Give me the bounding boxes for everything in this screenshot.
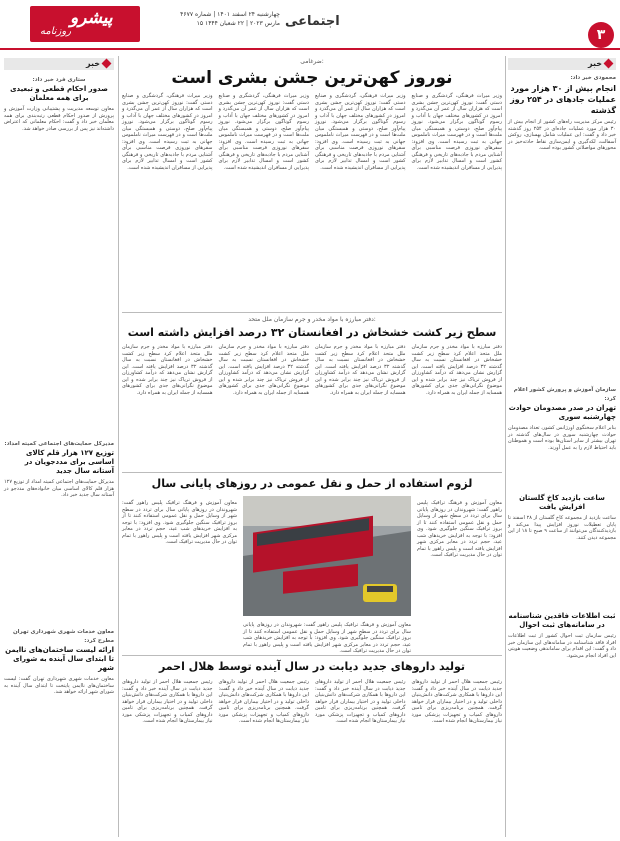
redcrescent-story bbox=[122, 659, 502, 831]
story-body: معاون خدمات شهری شهرداری تهران گفت: لیست ساختمان‌های ناایمن پایتخت تا ابتدای سال آینده به شورای شهر ارائه خواهد شد. bbox=[4, 676, 114, 695]
diamond-icon bbox=[604, 59, 614, 69]
poppy-headline: سطح زیر کشت خشخاش در افغانستان ۳۲ درصد افزایش داشته است bbox=[127, 326, 497, 339]
story-body: بنابر اعلام سخنگوی اورژانس کشور، تعداد مصدومان حوادث چهارشنبه سوری در سال‌های گذشته در تهران بیشتر از سایر استان‌ها بوده است و هموطنان باید احتیاط لازم را به عمل آورند. bbox=[508, 425, 616, 451]
news-label-left bbox=[4, 58, 114, 70]
section-title: اجتماعی bbox=[285, 14, 340, 29]
transit-headline: لزوم استفاده از حمل و نقل عمومی در روزهای پایانی سال bbox=[151, 477, 473, 490]
left-story-1 bbox=[4, 76, 114, 436]
right-story-2 bbox=[508, 386, 616, 500]
story-kicker: سازمان آموزش و پرورش کشور اعلام کرد: bbox=[513, 387, 616, 402]
logo-main-text: پیشرو bbox=[70, 8, 113, 28]
masthead bbox=[0, 0, 620, 48]
story-body: معاون توسعه مدیریت و پشتیبانی وزارت آموزش و پرورش از صدور احکام قطعی رتبه‌بندی برای همه معلمان خبر داد و گفت: احکام معلمانی که اعتراض داشته‌اند نیز پس از بررسی صادر خواهد شد. bbox=[4, 106, 114, 132]
divider bbox=[122, 655, 502, 656]
lead-body-col: وزیر میراث فرهنگی، گردشگری و صنایع دستی گفت: نوروز کهن‌ترین جشن بشری است که هزاران سال از عمر آن می‌گذرد و امروز در کشورهای مختلف جهان با آداب و رسوم گوناگون برگزار می‌شود. نوروز پیام‌آور صلح، دوستی و همبستگی میان ملت‌ها است و در فهرست میراث ناملموس جهانی به ثبت رسیده است. وی افزود: سفرهای نوروزی فرصت مناسبی برای آشنایی مردم با جاذبه‌های تاریخی و فرهنگی کشور است و امسال تدابیر لازم برای پذیرایی از مسافران اندیشیده شده است. bbox=[218, 93, 309, 171]
story-headline: ارائه لیست ساختمان‌های ناایمن تا ابتدای سال آینده به شورای شهر bbox=[5, 646, 114, 672]
story-headline: انجام بیش از ۳۰ هزار مورد عملیات جادهای در ۲۵۴ روز گذشته bbox=[510, 84, 616, 115]
poppy-columns bbox=[122, 344, 502, 456]
poppy-body-col: دفتر مبارزه با مواد مخدر و جرم سازمان ملل متحد اعلام کرد سطح زیر کشت خشخاش در افغانستان نسبت به سال گذشته ۳۲ درصد افزایش یافته است. این گزارش نشان می‌دهد که درآمد کشاورزان از فروش تریاک نیز چند برابر شده و این موضوع نگرانی‌های جدی برای کشورهای همسایه از جمله ایران به همراه دارد. bbox=[315, 344, 406, 396]
story-kicker: ستاری فرد خبر داد: bbox=[32, 77, 86, 83]
logo-sub-text: روزنامه bbox=[40, 26, 72, 37]
transit-body-col: معاون آموزش و فرهنگ ترافیک پلیس راهور گفت: شهروندان در روزهای پایانی سال برای تردد در سطح شهر از وسایل حمل و نقل عمومی استفاده کنند تا از بروز ترافیک سنگین جلوگیری شود. وی افزود: با توجه به افزایش خریدهای شب عید، حجم تردد در معابر مرکزی شهر افزایش یافته است و پلیس راهور با تمام توان در حال مدیریت ترافیک است. bbox=[122, 500, 237, 545]
column-divider-left bbox=[118, 56, 119, 837]
poppy-story bbox=[122, 316, 502, 456]
masthead-rule bbox=[0, 48, 620, 50]
transit-body-col: معاون آموزش و فرهنگ ترافیک پلیس راهور گفت: شهروندان در روزهای پایانی سال برای تردد در سطح شهر از وسایل حمل و نقل عمومی استفاده کنند تا از بروز ترافیک سنگین جلوگیری شود. وی افزود: با توجه به افزایش خریدهای شب عید، حجم تردد در معابر مرکزی شهر افزایش یافته است و پلیس راهور با تمام توان در حال مدیریت ترافیک است. bbox=[243, 622, 411, 654]
right-story-1 bbox=[508, 74, 616, 401]
right-story-3 bbox=[508, 494, 616, 607]
transit-story bbox=[122, 476, 502, 492]
date-line-2: ۱۵ مارس ۲۰۲۳ | ۲۲ شعبان ۱۴۴۴ bbox=[196, 20, 280, 27]
transit-body-col: معاون آموزش و فرهنگ ترافیک پلیس راهور گفت: شهروندان در روزهای پایانی سال برای تردد در سطح شهر از وسایل حمل و نقل عمومی استفاده کنند تا از بروز ترافیک سنگین جلوگیری شود. وی افزود: با توجه به افزایش خریدهای شب عید، حجم تردد در معابر مرکزی شهر افزایش یافته است و پلیس راهور با تمام توان در حال مدیریت ترافیک است. bbox=[417, 500, 502, 558]
redcrescent-body-col: رئیس جمعیت هلال احمر از تولید داروهای جدید دیابت در سال آینده خبر داد و گفت: این داروها با همکاری شرکت‌های دانش‌بنیان داخلی تولید و در اختیار بیماران قرار خواهد گرفت. همچنین برنامه‌ریزی برای تامین داروهای کمیاب و تجهیزات پزشکی مورد نیاز بیمارستان‌ها انجام شده است. bbox=[122, 679, 213, 724]
bus-photo bbox=[243, 496, 411, 616]
story-headline: توزیع ۱۲۷ هزار قلم کالای اساسی برای مددجویان در آستانه سال جدید bbox=[24, 449, 114, 475]
diamond-icon bbox=[102, 59, 112, 69]
poppy-body-col: دفتر مبارزه با مواد مخدر و جرم سازمان ملل متحد اعلام کرد سطح زیر کشت خشخاش در افغانستان نسبت به سال گذشته ۳۲ درصد افزایش یافته است. این گزارش نشان می‌دهد که درآمد کشاورزان از فروش تریاک نیز چند برابر شده و این موضوع نگرانی‌های جدی برای کشورهای همسایه از جمله ایران به همراه دارد. bbox=[411, 344, 503, 396]
issue-date bbox=[160, 10, 280, 28]
page-number-badge: ۳ bbox=[588, 22, 614, 48]
lead-kicker: ضرغامی: bbox=[300, 58, 324, 65]
story-body: رئیس مرکز مدیریت راه‌های کشور از انجام بیش از ۳۰ هزار مورد عملیات جاده‌ای در ۲۵۴ روز گذشته خبر داد و گفت: این عملیات شامل بهسازی، روکش آسفالت، لکه‌گیری و ایمن‌سازی نقاط حادثه‌خیز در محورهای مواصلاتی کشور بوده است. bbox=[508, 119, 616, 151]
lead-story bbox=[122, 58, 502, 311]
date-line-1: چهارشنبه ۲۴ اسفند ۱۴۰۱ | شماره ۴۶۷۷ bbox=[180, 11, 280, 18]
story-headline: ساعت بازدید کاخ گلستان افزایش یافت bbox=[519, 494, 605, 511]
poppy-kicker: دفتر مبارزه با مواد مخدر و جرم سازمان ملل متحد: bbox=[248, 316, 376, 323]
news-label-text: خبر bbox=[85, 59, 100, 68]
story-body: مدیرکل حمایت‌های اجتماعی کمیته امداد از توزیع ۱۲۷ هزار قلم کالای اساسی میان خانواده‌های مددجو در آستانه سال جدید خبر داد. bbox=[4, 479, 114, 498]
left-story-2 bbox=[4, 440, 114, 629]
redcrescent-body-col: رئیس جمعیت هلال احمر از تولید داروهای جدید دیابت در سال آینده خبر داد و گفت: این داروها با همکاری شرکت‌های دانش‌بنیان داخلی تولید و در اختیار بیماران قرار خواهد گرفت. همچنین برنامه‌ریزی برای تامین داروهای کمیاب و تجهیزات پزشکی مورد نیاز بیمارستان‌ها انجام شده است. bbox=[315, 679, 406, 724]
redcrescent-headline: تولید داروهای جدید دیابت در سال آینده توسط هلال احمر bbox=[158, 660, 466, 673]
story-headline: تهران در صدر مصدومان حوادث چهارشنبه سوری bbox=[508, 404, 616, 421]
divider bbox=[122, 472, 502, 473]
right-story-4 bbox=[508, 612, 616, 833]
poppy-body-col: دفتر مبارزه با مواد مخدر و جرم سازمان ملل متحد اعلام کرد سطح زیر کشت خشخاش در افغانستان نسبت به سال گذشته ۳۲ درصد افزایش یافته است. این گزارش نشان می‌دهد که درآمد کشاورزان از فروش تریاک نیز چند برابر شده و این موضوع نگرانی‌های جدی برای کشورهای همسایه از جمله ایران به همراه دارد. bbox=[218, 344, 310, 396]
left-story-3 bbox=[4, 628, 114, 841]
bus-photo-illustration bbox=[243, 496, 411, 616]
story-kicker: محمودی خبر داد: bbox=[570, 75, 616, 81]
story-headline: صدور احکام قطعی و تبعیدی برای همه معلمان bbox=[10, 85, 108, 102]
lead-headline: نوروز کهن‌ترین جشن بشری است bbox=[171, 68, 453, 88]
redcrescent-columns bbox=[122, 679, 502, 831]
lead-body-col: وزیر میراث فرهنگی، گردشگری و صنایع دستی گفت: نوروز کهن‌ترین جشن بشری است که هزاران سال از عمر آن می‌گذرد و امروز در کشورهای مختلف جهان با آداب و رسوم گوناگون برگزار می‌شود. نوروز پیام‌آور صلح، دوستی و همبستگی میان ملت‌ها است و در فهرست میراث ناملموس جهانی به ثبت رسیده است. وی افزود: سفرهای نوروزی فرصت مناسبی برای آشنایی مردم با جاذبه‌های تاریخی و فرهنگی کشور است و امسال تدابیر لازم برای پذیرایی از مسافران اندیشیده شده است. bbox=[315, 93, 406, 171]
story-body: رئیس سازمان ثبت احوال کشور از ثبت اطلاعات افراد فاقد شناسنامه در سامانه‌های این سازمان خبر داد و گفت: این اقدام برای ساماندهی وضعیت هویتی این افراد انجام می‌شود. bbox=[508, 633, 616, 659]
story-kicker: مدیرکل حمایت‌های اجتماعی کمیته امداد: bbox=[4, 441, 114, 447]
news-label-right bbox=[508, 58, 616, 70]
poppy-body-col: دفتر مبارزه با مواد مخدر و جرم سازمان ملل متحد اعلام کرد سطح زیر کشت خشخاش در افغانستان نسبت به سال گذشته ۳۲ درصد افزایش یافته است. این گزارش نشان می‌دهد که درآمد کشاورزان از فروش تریاک نیز چند برابر شده و این موضوع نگرانی‌های جدی برای کشورهای همسایه از جمله ایران به همراه دارد. bbox=[122, 344, 213, 396]
divider bbox=[122, 312, 502, 313]
lead-body-col: وزیر میراث فرهنگی، گردشگری و صنایع دستی گفت: نوروز کهن‌ترین جشن بشری است که هزاران سال از عمر آن می‌گذرد و امروز در کشورهای مختلف جهان با آداب و رسوم گوناگون برگزار می‌شود. نوروز پیام‌آور صلح، دوستی و همبستگی میان ملت‌ها است و در فهرست میراث ناملموس جهانی به ثبت رسیده است. وی افزود: سفرهای نوروزی فرصت مناسبی برای آشنایی مردم با جاذبه‌های تاریخی و فرهنگی کشور است و امسال تدابیر لازم برای پذیرایی از مسافران اندیشیده شده است. bbox=[411, 93, 502, 171]
lead-body-col: وزیر میراث فرهنگی، گردشگری و صنایع دستی گفت: نوروز کهن‌ترین جشن بشری است که هزاران سال از عمر آن می‌گذرد و امروز در کشورهای مختلف جهان با آداب و رسوم گوناگون برگزار می‌شود. نوروز پیام‌آور صلح، دوستی و همبستگی میان ملت‌ها است و در فهرست میراث ناملموس جهانی به ثبت رسیده است. وی افزود: سفرهای نوروزی فرصت مناسبی برای آشنایی مردم با جاذبه‌های تاریخی و فرهنگی کشور است و امسال تدابیر لازم برای پذیرایی از مسافران اندیشیده شده است. bbox=[122, 93, 213, 171]
story-kicker: معاون خدمات شهری شهرداری تهران مطرح کرد: bbox=[12, 629, 114, 644]
redcrescent-body-col: رئیس جمعیت هلال احمر از تولید داروهای جدید دیابت در سال آینده خبر داد و گفت: این داروها با همکاری شرکت‌های دانش‌بنیان داخلی تولید و در اختیار بیماران قرار خواهد گرفت. همچنین برنامه‌ریزی برای تامین داروهای کمیاب و تجهیزات پزشکی مورد نیاز بیمارستان‌ها انجام شده است. bbox=[411, 679, 502, 724]
newspaper-logo bbox=[30, 6, 140, 42]
story-body: ساعت بازدید از مجموعه کاخ گلستان از ۲۸ اسفند تا پایان تعطیلات نوروز افزایش پیدا می‌کند و بازدیدکنندگان می‌توانند از ساعت ۹ صبح تا ۱۸ از این مجموعه دیدن کنند. bbox=[508, 515, 616, 541]
column-divider-right bbox=[505, 56, 506, 837]
lead-columns bbox=[122, 93, 502, 311]
redcrescent-body-col: رئیس جمعیت هلال احمر از تولید داروهای جدید دیابت در سال آینده خبر داد و گفت: این داروها با همکاری شرکت‌های دانش‌بنیان داخلی تولید و در اختیار بیماران قرار خواهد گرفت. همچنین برنامه‌ریزی برای تامین داروهای کمیاب و تجهیزات پزشکی مورد نیاز بیمارستان‌ها انجام شده است. bbox=[218, 679, 309, 724]
news-label-text: خبر bbox=[587, 59, 602, 68]
story-headline: ثبت اطلاعات فاقدین شناسنامه در سامانه‌های ثبت احوال bbox=[508, 612, 616, 629]
